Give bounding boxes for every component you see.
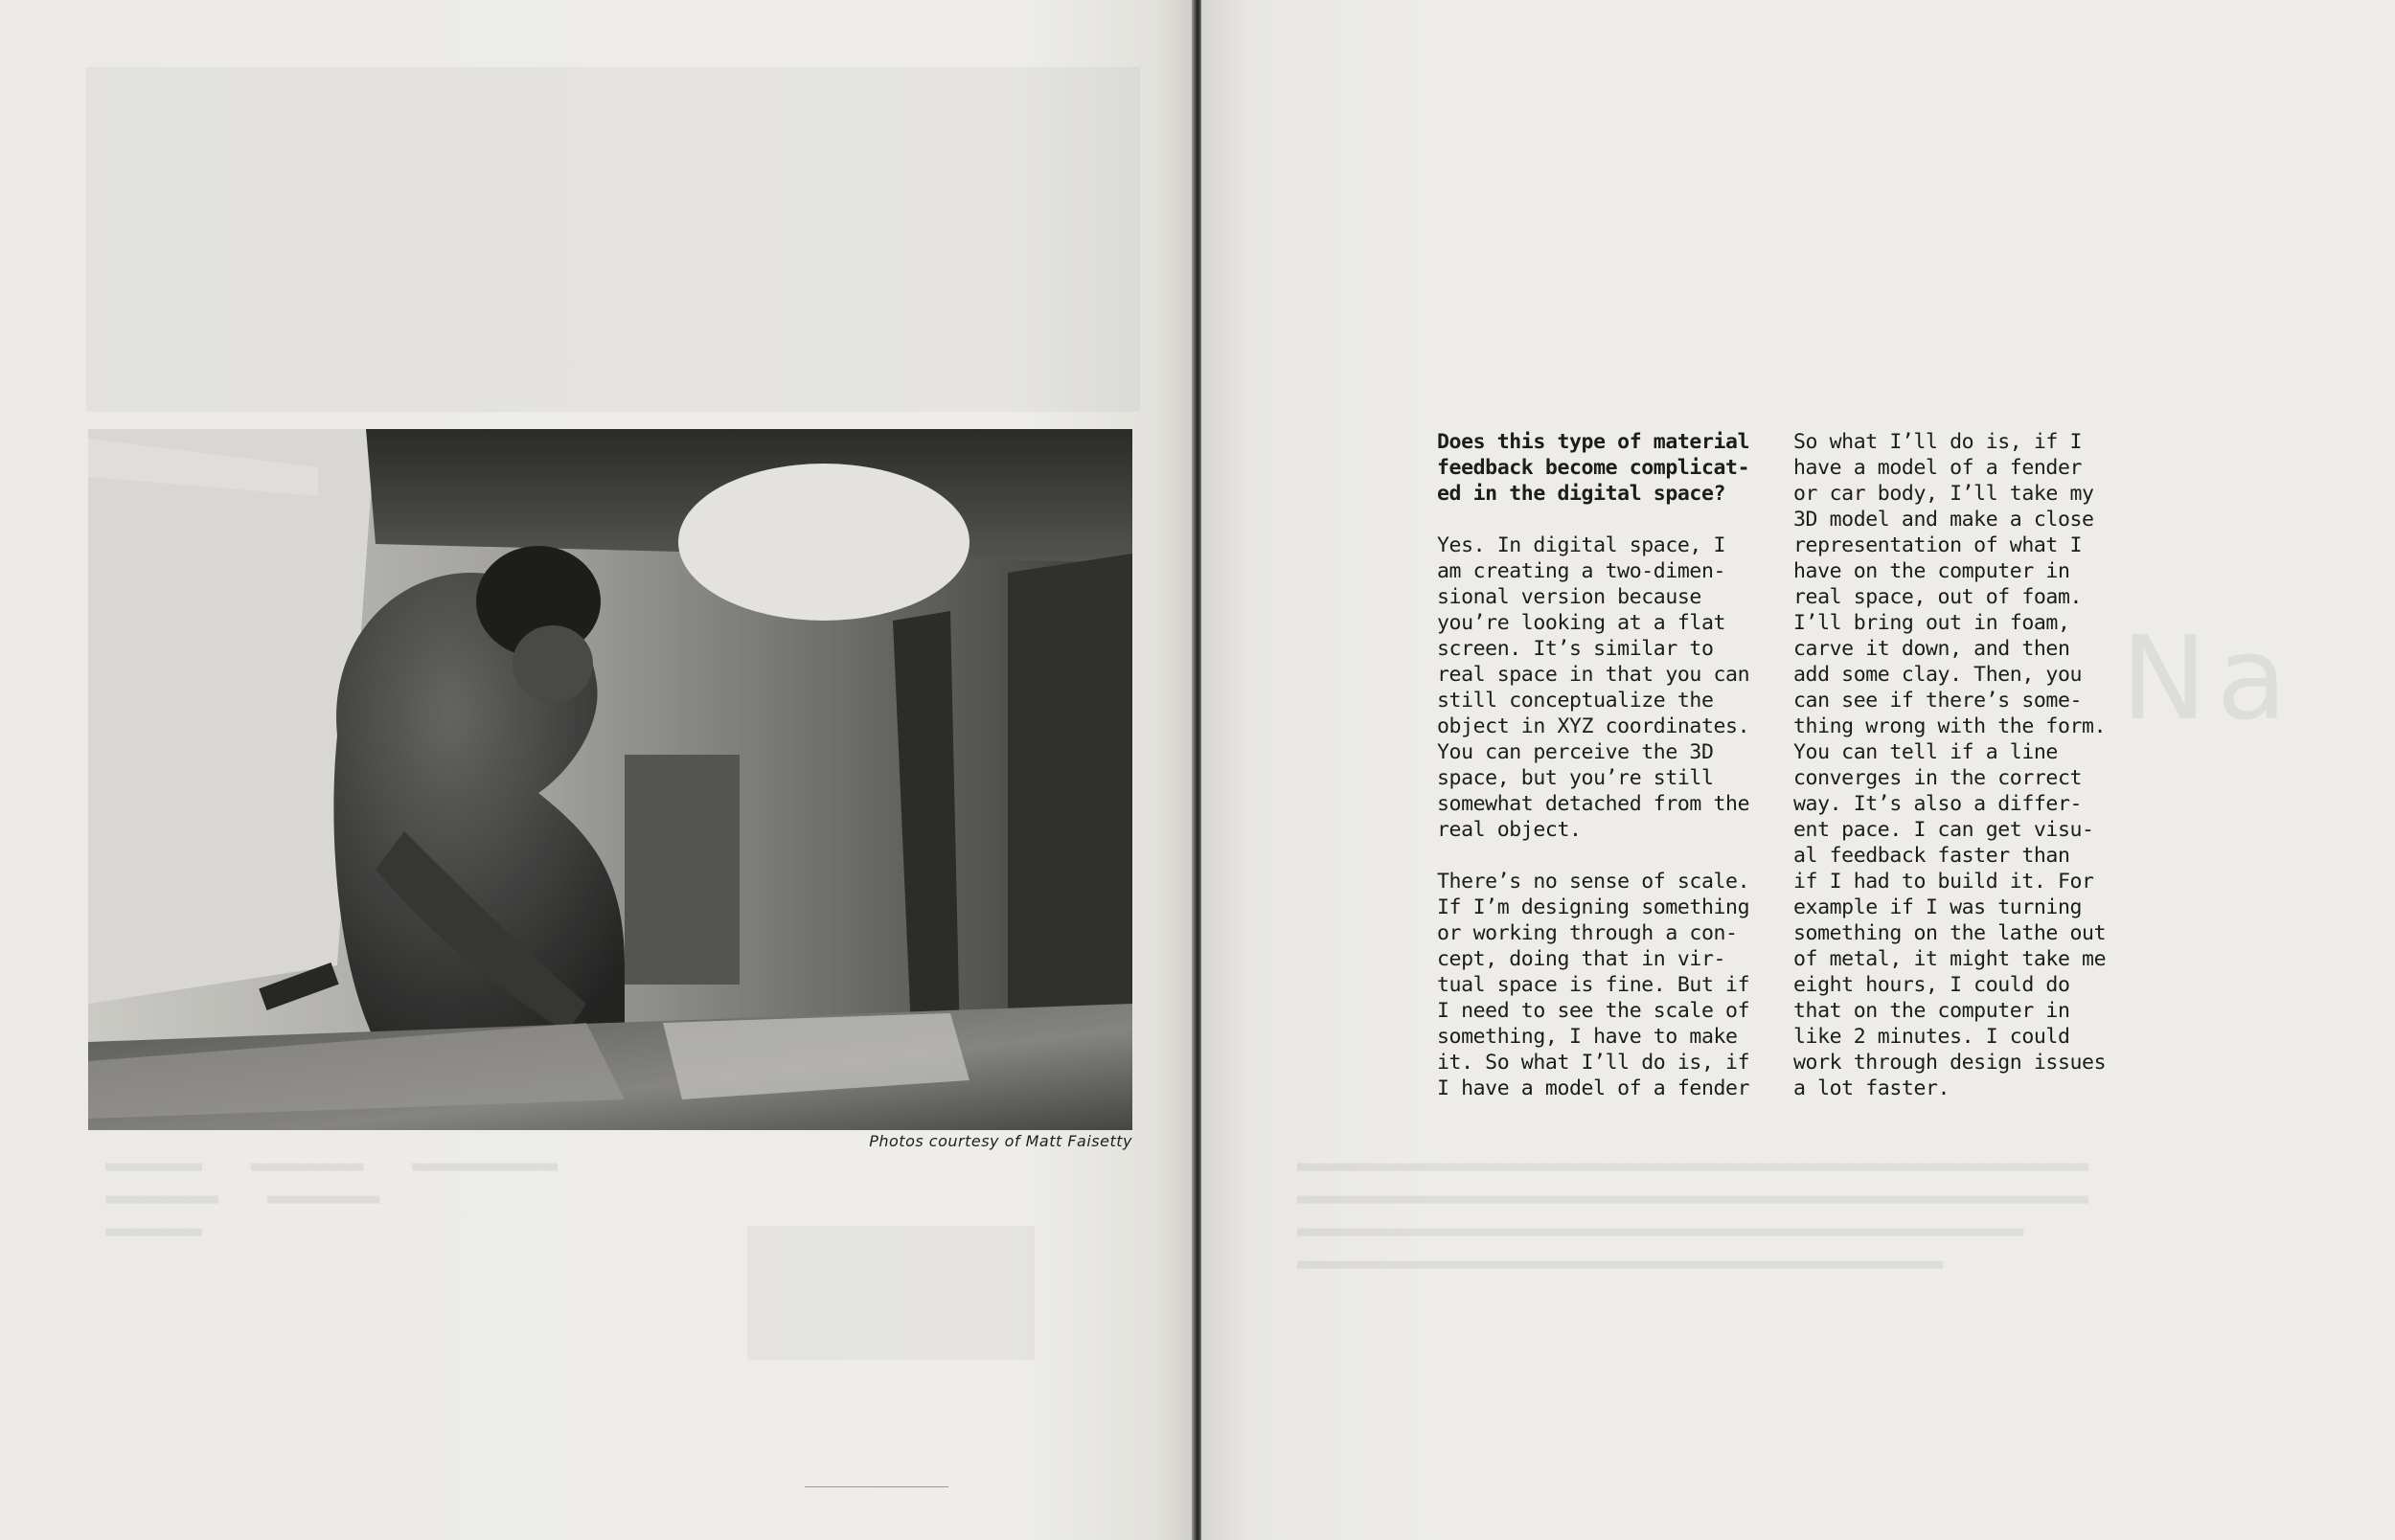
answer-line: eight hours, I could do [1793,973,2070,997]
answer-line: sional version because [1437,585,1701,609]
answer-line: that on the computer in [1793,999,2070,1023]
answer-line: You can perceive the 3D [1437,740,1714,764]
show-through-photo-ghost [86,67,1140,412]
paragraph-gap [1437,507,1782,532]
answer-line: it. So what I’ll do is, if [1437,1051,1750,1075]
answer-line: example if I was turning [1793,895,2083,919]
answer-line: There’s no sense of scale. [1437,870,1750,894]
question-line: Does this type of material [1437,430,1750,454]
answer-line: carve it down, and then [1793,637,2070,661]
answer-line: tual space is fine. But if [1437,973,1750,997]
left-page [0,0,1194,1540]
answer-line: can see if there’s some- [1793,689,2083,713]
answer-line: have a model of a fender [1793,456,2083,480]
answer-line: of metal, it might take me [1793,947,2107,971]
answer-line: still conceptualize the [1437,689,1714,713]
answer-line: somewhat detached from the [1437,792,1750,816]
answer-line: add some clay. Then, you [1793,663,2083,687]
show-through-heading-ghost: Na [2121,613,2297,746]
answer-line: have on the computer in [1793,559,2070,583]
answer-line: al feedback faster than [1793,844,2070,868]
answer-line: thing wrong with the form. [1793,714,2107,738]
answer-line: real space, out of foam. [1793,585,2083,609]
bottom-rule [805,1486,948,1487]
workshop-photo [88,429,1132,1130]
answer-line: real object. [1437,818,1582,842]
answer-line: So what I’ll do is, if I [1793,430,2083,454]
answer-line: like 2 minutes. I could [1793,1025,2070,1049]
answer-line: real space in that you can [1437,663,1750,687]
answer-line: If I’m designing something [1437,895,1750,919]
answer-line: work through design issues [1793,1051,2107,1075]
answer-line: I have a model of a fender [1437,1076,1750,1100]
answer-line: or working through a con- [1437,921,1738,945]
answer-line: ent pace. I can get visu- [1793,818,2094,842]
answer-line: I’ll bring out in foam, [1793,611,2070,635]
answer-line: you’re looking at a flat [1437,611,1726,635]
answer-line: representation of what I [1793,533,2083,557]
interview-column-1 [1437,429,1782,1101]
paragraph-gap [1437,843,1782,869]
show-through-text-ghost: ▬▬▬▬▬▬▬▬▬▬▬▬▬▬▬▬▬▬▬▬▬▬▬▬▬▬▬▬▬▬▬▬▬▬▬▬▬▬▬▬▬▬▬▬▬▬▬▬▬ ▬▬▬▬▬▬▬▬▬▬▬▬▬▬▬▬▬▬▬▬▬▬▬▬▬▬▬▬▬▬▬▬▬▬▬▬▬▬▬▬▬▬▬▬▬▬▬▬▬ ▬▬▬▬▬▬▬▬▬▬▬▬▬▬▬▬▬▬▬▬▬▬▬▬▬▬▬▬▬▬▬▬▬▬▬▬▬▬▬▬▬▬▬▬▬ ▬▬▬▬▬▬▬▬▬▬▬▬▬▬▬▬▬▬▬▬▬▬▬▬▬▬▬▬▬▬▬▬▬▬▬▬▬▬▬▬ [1297,1149,2089,1279]
answer-line: space, but you’re still [1437,766,1714,790]
answer-line: converges in the correct [1793,766,2083,790]
answer-line: object in XYZ coordinates. [1437,714,1750,738]
answer-line: something, I have to make [1437,1025,1738,1049]
answer-line: a lot faster. [1793,1076,1950,1100]
answer-line: if I had to build it. For [1793,870,2094,894]
answer-line: something on the lathe out [1793,921,2107,945]
answer-line: am creating a two-dimen- [1437,559,1726,583]
answer-line: You can tell if a line [1793,740,2058,764]
answer-line: 3D model and make a close [1793,508,2094,532]
show-through-text-ghost: ▬▬▬▬▬▬ ▬▬▬▬▬▬▬ ▬▬▬▬▬▬▬▬▬ ▬▬▬▬▬▬▬ ▬▬▬▬▬▬▬ ▬▬▬▬▬▬ [105,1149,559,1246]
show-through-box-ghost [747,1226,1035,1360]
photo-illustration [88,429,1132,1130]
answer-line: Yes. In digital space, I [1437,533,1726,557]
answer-line: I need to see the scale of [1437,999,1750,1023]
answer-line: or car body, I’ll take my [1793,482,2094,506]
question-line: feedback become complicat- [1437,456,1750,480]
answer-line: way. It’s also a differ- [1793,792,2083,816]
question-line: ed in the digital space? [1437,482,1726,506]
interview-column-2 [1793,429,2138,1101]
photo-caption: Photos courtesy of Matt Faisetty [869,1132,1132,1150]
answer-line: screen. It’s similar to [1437,637,1714,661]
answer-line: cept, doing that in vir- [1437,947,1726,971]
